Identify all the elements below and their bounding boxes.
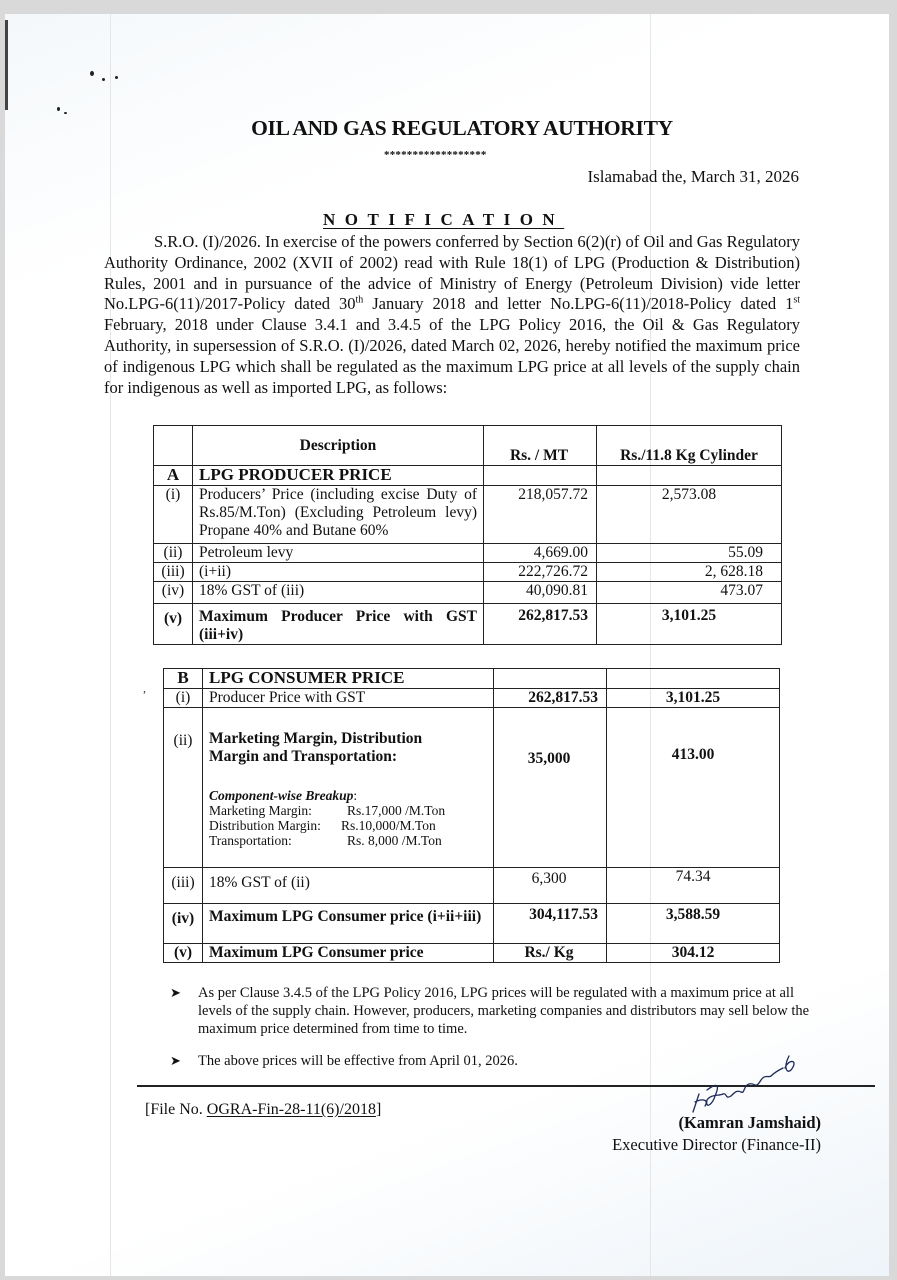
row-code: (iii) [154,563,193,582]
section-title: LPG PRODUCER PRICE [193,466,484,486]
breakup-label: Marketing Margin: [209,803,312,818]
row-rs-mt: 218,057.72 [484,486,597,544]
row-description: Producer Price with GST [203,689,494,708]
row-code: (ii) [154,544,193,563]
row-rs-cylinder: 2, 628.18 [597,563,782,582]
fold-line [110,14,111,1276]
arrow-bullet-icon: ➤ [170,985,181,1000]
row-rs-mt: 6,300 [494,868,607,904]
breakup-label: Distribution Margin: [209,818,321,833]
breakup-item [209,818,487,833]
breakup-block: Component-wise Breakup: Marketing Margin: Rs.17,000 /M.Ton Distribution Margin: Rs.10,000/M.Ton Transportation: Rs. 8,000 /M.Ton [209,788,487,848]
row-rs-cylinder: 3,101.25 [597,604,782,645]
producer-price-table [153,425,782,645]
arrow-bullet-icon: ➤ [170,1053,181,1068]
row-rs-cylinder: 55.09 [597,544,782,563]
scan-edge [5,20,8,110]
scan-mark [64,112,67,114]
row-description: Maximum LPG Consumer price [203,944,494,963]
row-description: Maximum Producer Price with GST (iii+iv) [193,604,484,645]
row-rs-mt: 40,090.81 [484,582,597,604]
table-row [164,944,780,963]
table-row [164,708,780,868]
row-description: Marketing Margin, Distribution Margin and Transportation: [209,730,423,765]
row-description: (i+ii) [193,563,484,582]
scan-mark [102,78,105,81]
signatory-name: (Kamran Jamshaid) [678,1113,821,1132]
preamble-text: February, 2018 under Clause 3.4.1 and 3.4.5 of the LPG Policy 2016, the Oil & Gas Regulatory Authority, in supersession of S.R.O. (I)/2026, dated March 02, 2026, hereby notified the maximum price of indigenous LPG which shall be regulated as the maximum LPG price at all levels of the supply chain for indigenous as well as imported LPG, as follows: [104,315,800,397]
file-number-value: OGRA-Fin-28-11(6)/2018 [206,1101,376,1118]
row-description: 18% GST of (iii) [193,582,484,604]
breakup-item [209,803,487,818]
row-description-cell [203,708,494,868]
table-row [154,563,782,582]
table-row [154,582,782,604]
row-rs-cylinder: 413.00 [607,708,780,868]
table-row [164,904,780,944]
table-row [154,604,782,645]
row-rs-cylinder: 473.07 [597,582,782,604]
row-code: (iv) [154,582,193,604]
section-row [154,466,782,486]
dateline: Islamabad the, March 31, 2026 [587,167,799,186]
table-row [154,486,782,544]
row-description: Petroleum levy [193,544,484,563]
row-code: (iii) [164,868,203,904]
note-item [170,984,815,1038]
row-description: Maximum LPG Consumer price (i+ii+iii) [203,904,494,944]
scan-mark [115,76,118,79]
row-rs-mt: 4,669.00 [484,544,597,563]
row-code: (v) [164,944,203,963]
notification-heading: NOTIFICATION [323,210,565,229]
table-header-row [154,426,782,466]
row-code: (i) [164,689,203,708]
section-row [164,669,780,689]
row-code: (i) [154,486,193,544]
header-rs-cylinder: Rs./11.8 Kg Cylinder [597,426,782,466]
breakup-value: Rs.10,000/M.Ton [341,818,436,833]
row-description: Producers’ Price (including excise Duty of Rs.85/M.Ton) (Excluding Petroleum levy) Propane 40% and Butane 60% [193,486,484,544]
file-suffix: ] [375,1101,382,1118]
breakup-item [209,833,487,848]
header-description: Description [193,426,484,466]
section-code: B [164,669,203,689]
header-rs-mt: Rs. / MT [484,426,597,466]
preamble-text: S.R.O. (I)/2026. In exercise of the powers conferred by Section 6(2)(r) of Oil and Gas Regulatory Authority Ordinance, 2002 (XVII of 2002) read with Rule 18(1) of LPG (Production & Distribution) Rules, 2001 and in pursuance of the advice of Ministry of Energy (Petroleum Division) vide letter No.LPG-6(11)/2017-Policy dated 30 [104,232,800,314]
breakup-value: Rs. 8,000 /M.Ton [347,833,442,848]
section-code: A [154,466,193,486]
file-prefix: [File No. [145,1101,207,1118]
row-rs-mt: Rs./ Kg [494,944,607,963]
row-description: 18% GST of (ii) [203,868,494,904]
row-rs-mt: 304,117.53 [494,904,607,944]
row-rs-cylinder: 3,101.25 [607,689,780,708]
breakup-label: Transportation: [209,833,292,848]
row-rs-mt: 262,817.53 [484,604,597,645]
table-row [164,689,780,708]
table-row [164,868,780,904]
row-rs-cylinder: 3,588.59 [607,904,780,944]
row-code: (iv) [164,904,203,944]
row-rs-mt: 222,726.72 [484,563,597,582]
title-stars: ****************** [384,149,487,161]
breakup-title: Component-wise Breakup [209,788,354,803]
row-rs-cylinder: 74.34 [607,868,780,904]
section-title: LPG CONSUMER PRICE [203,669,494,689]
header-code [154,426,193,466]
file-number [145,1101,381,1119]
consumer-price-table [163,668,780,963]
pen-mark: , [143,681,146,695]
row-code: (ii) [164,708,203,868]
note-text: The above prices will be effective from April 01, 2026. [198,1053,518,1069]
signatory-title: Executive Director (Finance-II) [612,1135,821,1154]
row-rs-cylinder: 2,573.08 [597,486,782,544]
table-row [154,544,782,563]
scan-mark [57,107,60,111]
preamble-text: January 2018 and letter No.LPG-6(11)/2018-Policy dated 1 [363,294,794,314]
superscript: th [355,294,364,306]
breakup-value: Rs.17,000 /M.Ton [347,803,446,818]
row-code: (v) [154,604,193,645]
superscript: st [793,294,801,306]
row-rs-cylinder: 304.12 [607,944,780,963]
org-title: OIL AND GAS REGULATORY AUTHORITY [251,116,673,140]
row-rs-mt: 262,817.53 [494,689,607,708]
row-rs-mt: 35,000 [494,708,607,868]
scan-mark [90,71,94,76]
note-text: As per Clause 3.4.5 of the LPG Policy 2016, LPG prices will be regulated with a maximum price at all levels of the supply chain. However, producers, marketing companies and distributors may sell below the maximum price determined from time to time. [198,985,810,1037]
fold-line [650,14,651,1276]
preamble-paragraph [104,232,800,398]
